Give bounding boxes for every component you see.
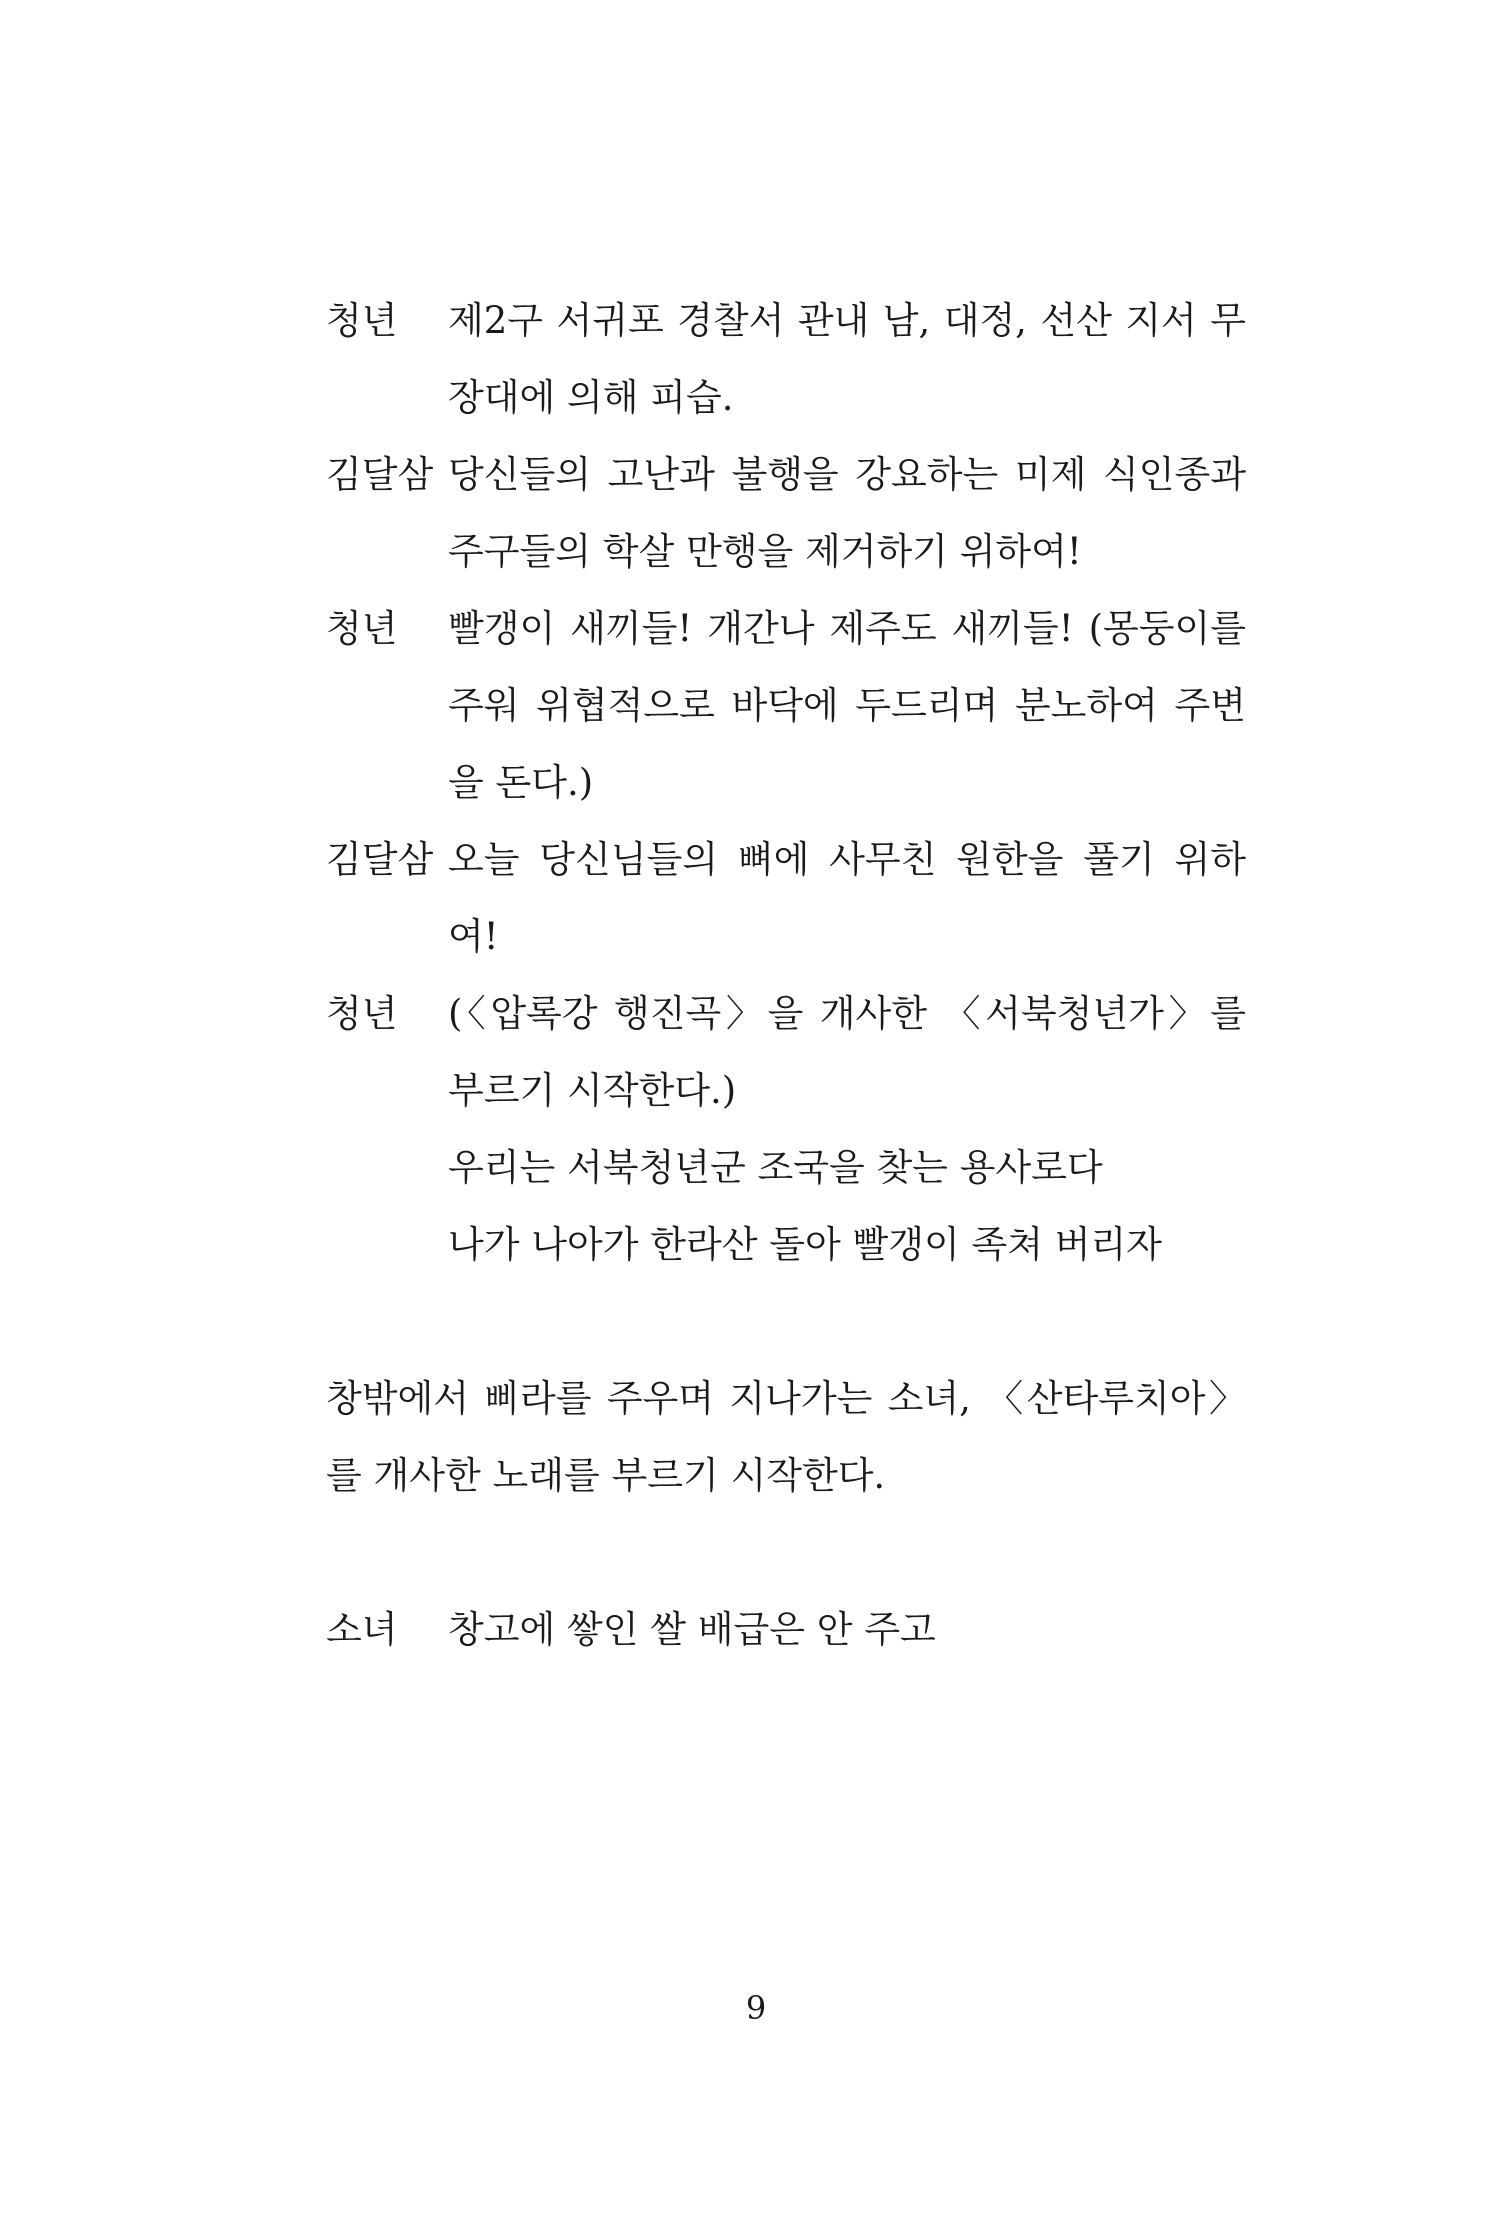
dialogue-text: (〈압록강 행진곡〉을 개사한 〈서북청년가〉를 부르기 시작한다.) xyxy=(448,992,1246,1112)
dialogue-text: 빨갱이 새끼들! 개간나 제주도 새끼들! (몽둥이를 주워 위협적으로 바닥에 두드리며 분노하여 주변을 돈다.) xyxy=(448,607,1246,804)
speaker-name: 김달삼 xyxy=(326,838,434,881)
dialogue-text: 제2구 서귀포 경찰서 관내 남, 대정, 선산 지서 무장대에 의해 피습. xyxy=(448,299,1246,419)
dialogue-text: 창고에 쌓인 쌀 배급은 안 주고 xyxy=(448,1608,936,1651)
song-lyric-line: 나가 나아가 한라산 돌아 빨갱이 족쳐 버리자 xyxy=(448,1223,1162,1266)
dialogue-block xyxy=(448,975,1246,1283)
speaker-name: 청년 xyxy=(326,992,398,1035)
speaker-name: 소녀 xyxy=(326,1608,398,1651)
speaker-name: 청년 xyxy=(326,607,398,650)
dialogue-text: 당신들의 고난과 불행을 강요하는 미제 식인종과 주구들의 학살 만행을 제거하기 위하여! xyxy=(448,453,1246,573)
song-lyric-line: 우리는 서북청년군 조국을 찾는 용사로다 xyxy=(448,1146,1103,1189)
dialogue-entry xyxy=(326,590,1246,821)
speaker-name: 김달삼 xyxy=(326,453,434,496)
dialogue-entry xyxy=(326,1591,1246,1668)
speaker-name: 청년 xyxy=(326,299,398,342)
dialogue-entry xyxy=(326,436,1246,590)
script-body xyxy=(326,282,1246,1668)
dialogue-text: 오늘 당신님들의 뼈에 사무친 원한을 풀기 위하여! xyxy=(448,838,1246,958)
dialogue-entry xyxy=(326,821,1246,975)
page-number: 9 xyxy=(745,1989,767,2027)
dialogue-entry xyxy=(326,282,1246,436)
stage-direction: 창밖에서 삐라를 주우며 지나가는 소녀, 〈산타루치아〉를 개사한 노래를 부르기 시작한다. xyxy=(326,1377,1246,1497)
dialogue-entry xyxy=(326,975,1246,1283)
